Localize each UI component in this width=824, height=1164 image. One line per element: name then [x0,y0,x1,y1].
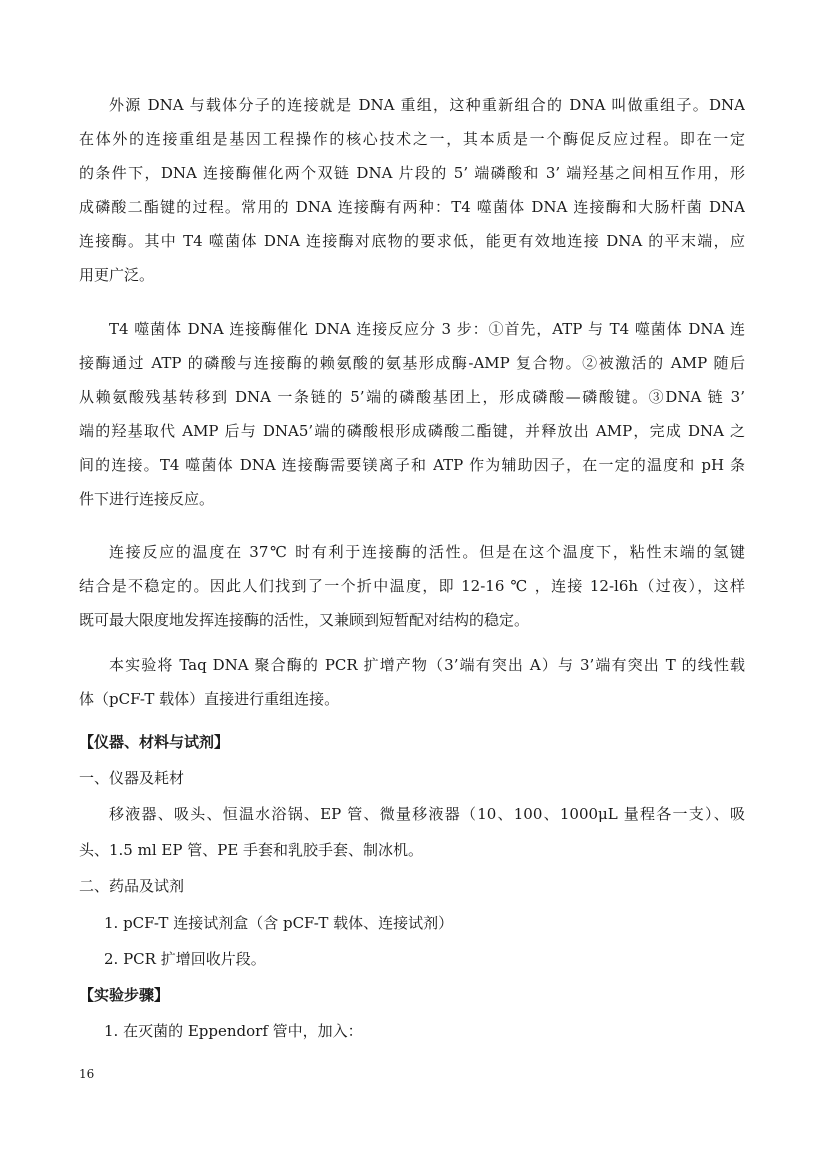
paragraph-3-line: 既可最大限度地发挥连接酶的活性，又兼顾到短暂配对结构的稳定。 [79,611,530,629]
paragraph-2-line: 接酶通过 ATP 的磷酸与连接酶的赖氨酸的氨基形成酶-AMP 复合物。②被激活的 AMP 随后 [79,354,745,372]
page-number: 16 [79,1067,95,1081]
paragraph-1-line: 成磷酸二酯键的过程。常用的 DNA 连接酶有两种：T4 噬菌体 DNA 连接酶和大肠杆菌 DNA [79,198,745,216]
paragraph-2-line: 从赖氨酸残基转移到 DNA 一条链的 5’端的磷酸基团上，形成磷酸—磷酸键。③DNA 链 3’ [79,388,745,406]
section-heading-steps: 【实验步骤】 [79,986,170,1004]
paragraph-1-line: 用更广泛。 [79,266,155,284]
section-heading-materials: 【仪器、材料与试剂】 [79,733,230,751]
paragraph-2-line: 间的连接。T4 噬菌体 DNA 连接酶需要镁离子和 ATP 作为辅助因子，在一定的温度和 pH 条 [79,456,745,474]
paragraph-2-line: 端的羟基取代 AMP 后与 DNA5’端的磷酸根形成磷酸二酯键，并释放出 AMP，完成 DNA 之 [79,422,745,440]
equipment-line: 头、1.5 ml EP 管、PE 手套和乳胶手套、制冰机。 [79,841,424,859]
paragraph-3-line: 结合是不稳定的。因此人们找到了一个折中温度，即 12-16 ℃ ，连接 12-l6h（过夜），这样 [79,577,745,595]
paragraph-3-line: 连接反应的温度在 37℃ 时有利于连接酶的活性。但是在这个温度下，粘性末端的氢键 [109,543,745,561]
reagent-item: 1. pCF-T 连接试剂盒（含 pCF-T 载体、连接试剂） [104,914,454,932]
paragraph-1-line: 的条件下，DNA 连接酶催化两个双链 DNA 片段的 5’ 端磷酸和 3’ 端羟基之间相互作用，形 [79,164,745,182]
paragraph-4-line: 体（pCF-T 载体）直接进行重组连接。 [79,690,340,708]
subheading-equipment: 一、仪器及耗材 [79,769,185,787]
paragraph-2-line: 件下进行连接反应。 [79,490,215,508]
step-item: 1. 在灭菌的 Eppendorf 管中，加入： [104,1022,363,1040]
paragraph-4-line: 本实验将 Taq DNA 聚合酶的 PCR 扩增产物（3’端有突出 A）与 3’端有突出 T 的线性载 [109,656,745,674]
paragraph-1-line: 连接酶。其中 T4 噬菌体 DNA 连接酶对底物的要求低，能更有效地连接 DNA 的平末端，应 [79,232,745,250]
paragraph-1-line: 外源 DNA 与载体分子的连接就是 DNA 重组，这种重新组合的 DNA 叫做重组子。DNA [109,96,745,114]
reagent-item: 2. PCR 扩增回收片段。 [104,950,266,968]
equipment-line: 移液器、吸头、恒温水浴锅、EP 管、微量移液器（10、100、1000μL 量程各一支）、吸 [109,805,745,823]
subheading-reagents: 二、药品及试剂 [79,877,185,895]
paragraph-2-line: T4 噬菌体 DNA 连接酶催化 DNA 连接反应分 3 步：①首先，ATP 与 T4 噬菌体 DNA 连 [109,320,745,338]
paragraph-1-line: 在体外的连接重组是基因工程操作的核心技术之一，其本质是一个酶促反应过程。即在一定 [79,130,745,148]
